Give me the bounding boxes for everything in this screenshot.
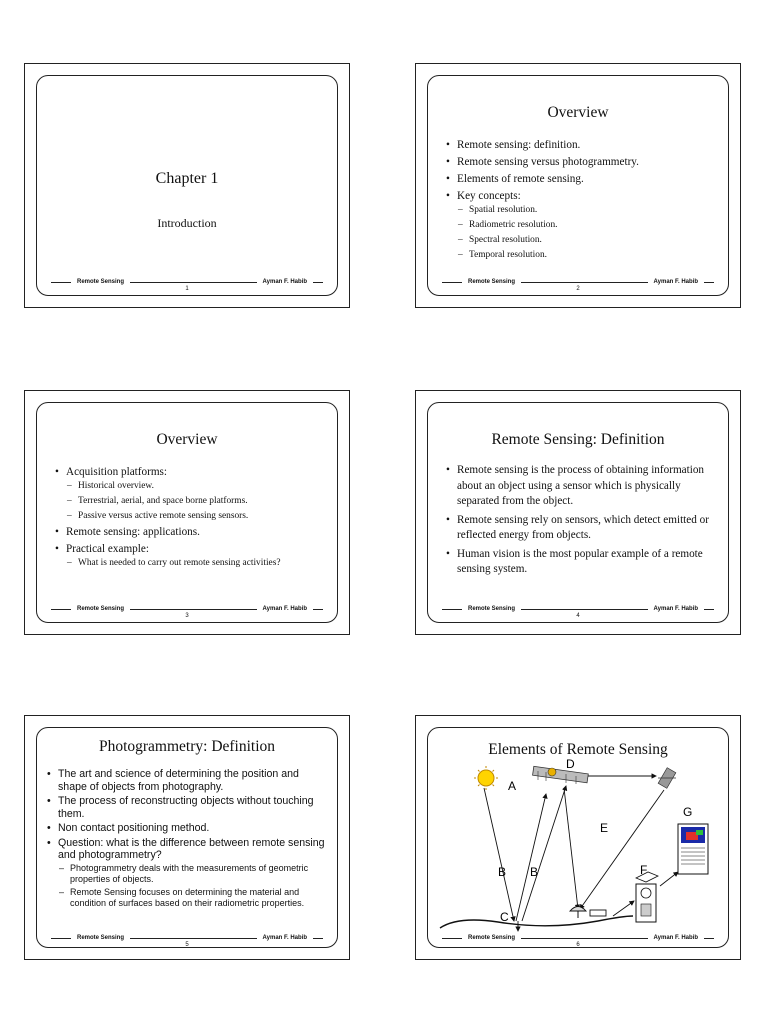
bullet-item: • Remote sensing: applications. [55,525,327,539]
slide-footer [51,277,323,292]
slide-frame [427,75,729,296]
bullet-text: Acquisition platforms: [66,466,167,478]
footer-author: Ayman F. Habib [257,933,313,943]
slide-2 [415,63,741,308]
sub-item: – Spectral resolution. [457,234,718,246]
slide-footer [51,933,323,948]
slide-5 [24,715,350,960]
label-f: F [640,863,648,877]
bullet-item [55,542,327,569]
bullet-item: • The art and science of determining the position and shape of objects from photography. [47,768,329,793]
bullet-text: Practical example: [66,543,149,555]
label-a: A [508,779,517,793]
bullet-item: • Remote sensing: definition. [446,138,718,152]
footer-author: Ayman F. Habib [257,277,313,287]
slide-subtitle: Introduction [157,216,217,230]
page-number: 6 [576,942,580,948]
bullet-item [446,189,718,261]
sub-item: – What is needed to carry out remote sensing activities? [66,557,327,569]
slide-footer [442,277,714,292]
sub-item: – Radiometric resolution. [457,219,718,231]
slide-frame [427,402,729,623]
sub-item: – Passive versus active remote sensing sensors. [66,510,327,522]
sub-list [457,204,718,261]
bullet-item: • Non contact positioning method. [47,822,329,835]
sub-item: – Temporal resolution. [457,249,718,261]
footer-course: Remote Sensing [71,604,130,614]
bullet-list [446,463,714,581]
sub-item: – Remote Sensing focuses on determining the material and condition of surfaces based on their radiometric properties. [58,887,329,909]
sub-list [58,863,329,909]
slide-3 [24,390,350,635]
label-g: G [683,805,693,819]
label-b: B [530,865,539,879]
page-number: 3 [185,613,189,619]
slide-footer [442,933,714,948]
label-e: E [600,821,609,835]
footer-course: Remote Sensing [71,933,130,943]
slide-frame [36,402,338,623]
footer-course: Remote Sensing [462,277,521,287]
slide-footer [442,604,714,619]
label-c: C [500,910,509,924]
bullet-item [47,837,329,909]
footer-course: Remote Sensing [71,277,130,287]
page-number: 4 [576,613,580,619]
slide-1 [24,63,350,308]
page-number: 5 [185,942,189,948]
page-number: 1 [185,286,189,292]
slide-footer [51,604,323,619]
slide-frame [36,727,338,948]
sub-list [66,480,327,522]
slide-title: Overview [156,431,218,448]
bullet-text: Question: what is the difference between remote sensing and photogrammetry? [58,836,325,861]
sub-item: – Spatial resolution. [457,204,718,216]
bullet-text: Key concepts: [457,190,521,202]
footer-author: Ayman F. Habib [648,933,704,943]
footer-course: Remote Sensing [462,604,521,614]
sub-item: – Photogrammetry deals with the measurements of geometric properties of objects. [58,863,329,885]
bullet-item [55,465,327,522]
relay-satellite-icon [658,768,676,789]
slide-frame [36,75,338,296]
footer-course: Remote Sensing [462,933,521,943]
slide-title: Elements of Remote Sensing [488,741,668,758]
slide-title: Overview [547,104,609,121]
footer-author: Ayman F. Habib [257,604,313,614]
slide-title: Photogrammetry: Definition [98,738,276,755]
slide-4 [415,390,741,635]
footer-author: Ayman F. Habib [648,604,704,614]
bullet-item: • Human vision is the most popular example of a remote sensing system. [446,547,714,578]
bullet-item: • Remote sensing rely on sensors, which detect emitted or reflected energy from objects. [446,513,714,544]
slide-title: Remote Sensing: Definition [491,431,665,448]
ground-station-icon [590,910,606,916]
bullet-item: • The process of reconstructing objects without touching them. [47,795,329,820]
processing-box-icon [636,872,658,922]
sun-icon [474,766,498,790]
bullet-list [47,768,329,911]
page-number: 2 [576,286,580,292]
remote-sensing-diagram [438,757,722,936]
label-d: D [566,757,575,771]
sub-item: – Terrestrial, aerial, and space borne platforms. [66,495,327,507]
antenna-icon [570,907,586,919]
bullet-item: • Remote sensing versus photogrammetry. [446,155,718,169]
slide-frame [427,727,729,948]
bullet-item: • Remote sensing is the process of obtaining information about an object using a sensor which is physically separated from the object. [446,463,714,510]
bullet-list [446,138,718,264]
slide-title: Chapter 1 [155,170,219,187]
bullet-item: • Elements of remote sensing. [446,172,718,186]
satellite-icon [533,766,589,784]
label-b: B [498,865,507,879]
output-image-icon [678,824,708,874]
ground-line [440,916,633,928]
sub-item: – Historical overview. [66,480,327,492]
slide-6 [415,715,741,960]
sub-list [66,557,327,569]
footer-author: Ayman F. Habib [648,277,704,287]
bullet-list [55,465,327,572]
